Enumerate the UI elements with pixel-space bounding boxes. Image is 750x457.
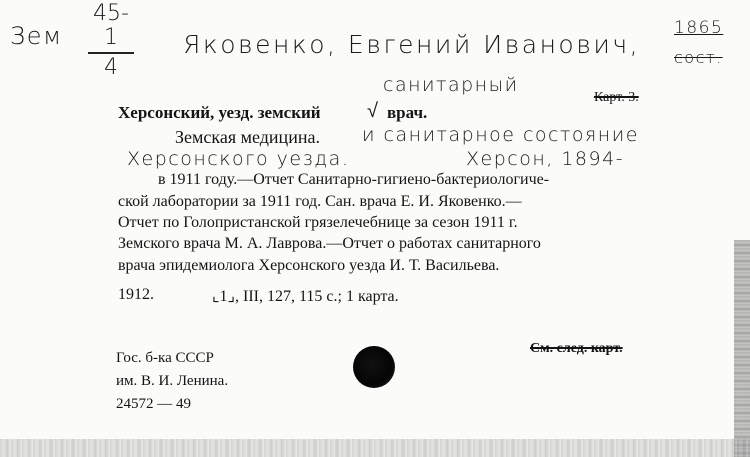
scan-edge-noise: [734, 240, 750, 457]
role-note: сост.: [674, 48, 723, 67]
fraction-bar: [88, 52, 134, 54]
punch-hole: [353, 346, 395, 388]
title-line2: Херсонского уезда.: [127, 148, 350, 170]
map-note: Карт. 3.: [594, 90, 639, 105]
category-label: Зем: [10, 22, 63, 50]
body-line-1: в 1911 году.—Отчет Санитарно-гигиено-бактериологиче-: [158, 171, 550, 188]
title-start: Земская медицина.: [175, 127, 320, 147]
author-name: Яковенко, Евгений Иванович,: [183, 30, 641, 59]
see-next-card: См. след. карт.: [530, 341, 623, 356]
imprint-year: 1912.: [118, 286, 154, 303]
fraction-bottom: 4: [104, 54, 118, 80]
header-text: Херсонский, уезд. земский: [118, 103, 321, 122]
stamp-line-1: Гос. б-ка СССР: [116, 350, 214, 366]
header-tail: врач.: [387, 103, 428, 122]
imprint-details: ⌞1⌟, III, 127, 115 с.; 1 карта.: [212, 288, 399, 305]
body-line-4: Земского врача М. А. Лаврова.—Отчет о работах санитарного: [118, 235, 541, 252]
shelf-fraction: [88, 2, 134, 80]
body-line-2: ской лаборатории за 1911 год. Сан. врача Е. И. Яковенко.—: [118, 193, 522, 210]
birth-year: 1865: [674, 18, 724, 38]
fraction-top: 45-1: [93, 1, 129, 50]
insertion-caret: √: [367, 98, 380, 122]
body-line-5: врача эпидемиолога Херсонского уезда И. Т. Васильева.: [118, 257, 500, 274]
title-continuation: и санитарное состояние: [362, 124, 639, 146]
insertion-word: санитарный: [383, 74, 519, 96]
body-line-3: Отчет по Голопристанской грязелечебнице за сезон 1911 г.: [118, 214, 518, 231]
scan-bottom-noise: [0, 439, 750, 457]
stamp-line-3: 24572 — 49: [116, 396, 191, 412]
place-year: Херсон, 1894-: [466, 148, 625, 170]
stamp-line-2: им. В. И. Ленина.: [116, 373, 229, 389]
